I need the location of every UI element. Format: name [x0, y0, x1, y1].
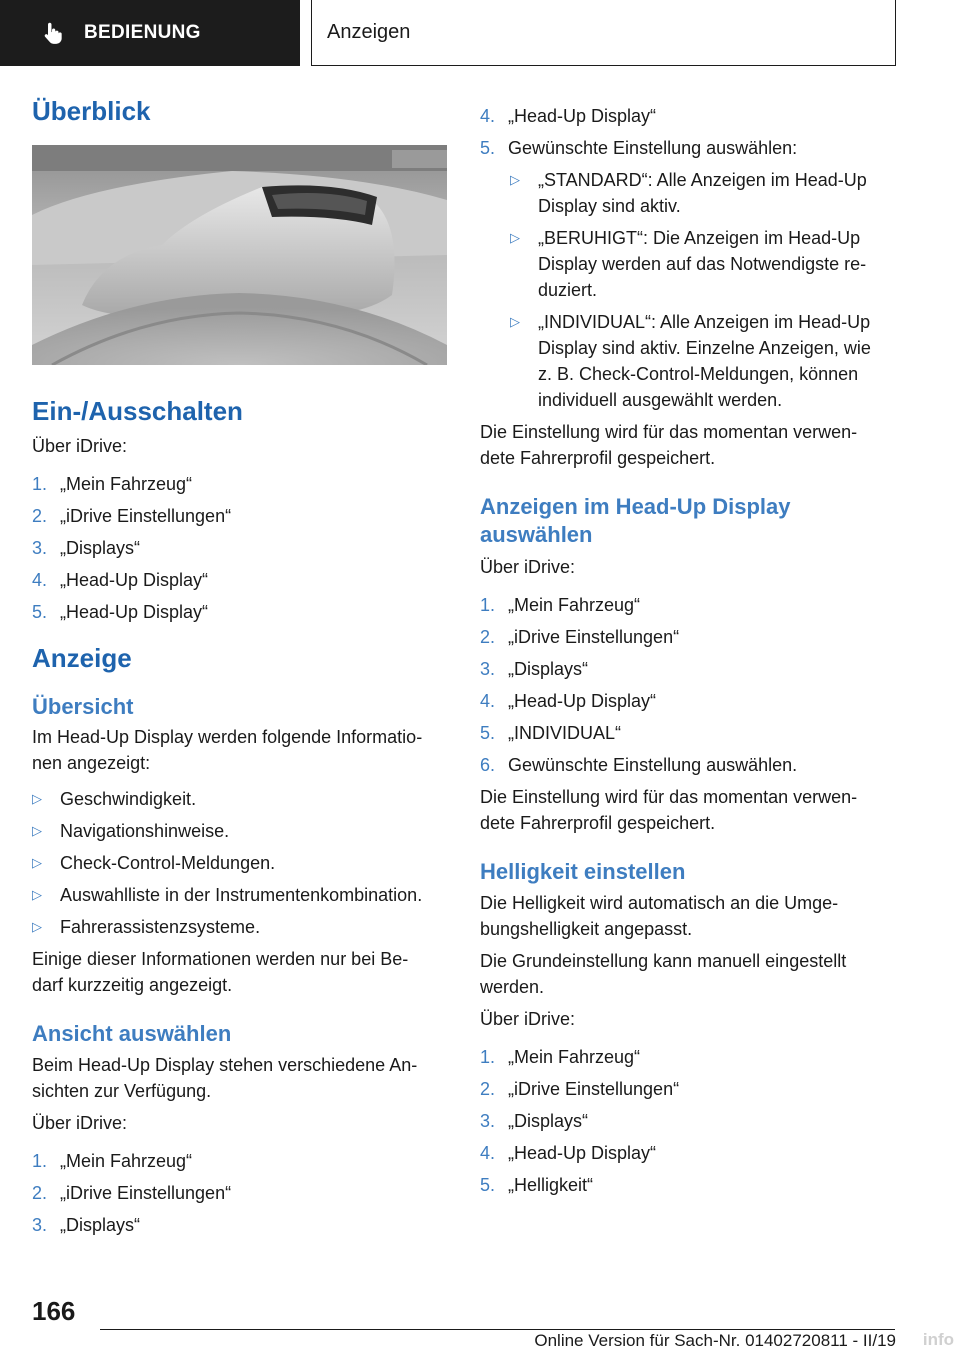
view-options-list [480, 167, 900, 413]
list-item: 2. „iDrive Einstellungen“ [480, 627, 680, 647]
list-item: 3. „Displays“ [32, 1214, 141, 1235]
overview-title: Überblick [32, 96, 151, 126]
triangle-bullet-icon: ▷ [32, 855, 42, 871]
list-item: 4. „Head-Up Display“ [480, 1142, 657, 1163]
page-number: 166 [32, 1296, 76, 1326]
list-item: 5. Gewünschte Einstellung auswählen: [480, 138, 798, 158]
onoff-title: Ein-/Ausschalten [32, 396, 243, 427]
summary-note: Einige dieser Informationen werden nur bei Be- darf kurzzeitig angezeigt. [32, 949, 409, 996]
list-item: 5. „INDIVIDUAL“ [480, 723, 622, 743]
summary-list [32, 786, 450, 940]
list-item: ▷ „INDIVIDUAL“: Alle Anzeigen im Head-Up Display sind aktiv. Einzelne Anzeigen, wie z. B. Check-Control-Meldungen, können individuell ausgewählt werden. [510, 309, 900, 413]
list-item: 2. „iDrive Einstellungen“ [32, 506, 232, 527]
triangle-bullet-icon: ▷ [32, 887, 42, 903]
brightness-intro: Über iDrive: [480, 1008, 576, 1029]
onoff-steps [32, 471, 450, 625]
list-item: 4. „Head-Up Display“ [480, 691, 657, 711]
list-item: ▷ Fahrerassistenzsysteme. [32, 914, 450, 940]
summary-title: Übersicht [32, 693, 134, 719]
select-steps [480, 592, 900, 778]
list-item: ▷ „STANDARD“: Alle Anzeigen im Head-Up Display sind aktiv. [510, 167, 900, 219]
triangle-bullet-icon: ▷ [32, 919, 42, 935]
select-saved-note: Die Einstellung wird für das momentan verwen- dete Fahrerprofil gespeichert. [480, 787, 858, 833]
brightness-title: Helligkeit einstellen [480, 859, 686, 884]
list-item: 1. „Mein Fahrzeug“ [480, 595, 641, 615]
hand-pointer-icon [40, 20, 66, 46]
summary-text: Im Head-Up Display werden folgende Informatio- nen angezeigt: [32, 727, 423, 774]
page-header [0, 0, 960, 66]
list-item: 5. „Helligkeit“ [480, 1174, 594, 1195]
select-intro: Über iDrive: [480, 557, 576, 577]
right-column [480, 103, 900, 1204]
footer-version-text: Online Version für Sach-Nr. 01402720811 - II/19 [534, 1331, 896, 1350]
chapter-box [311, 0, 896, 66]
list-item: ▷ Geschwindigkeit. [32, 786, 450, 812]
list-item: 4. „Head-Up Display“ [480, 106, 657, 126]
section-tab [0, 0, 300, 66]
view-steps-continued [480, 103, 900, 161]
list-item: 3. „Displays“ [480, 659, 589, 679]
list-item: 5. „Head-Up Display“ [32, 602, 209, 623]
list-item: ▷ Navigationshinweise. [32, 818, 450, 844]
select-title: Anzeigen im Head-Up Display auswählen [480, 494, 791, 547]
brightness-steps [480, 1044, 900, 1198]
list-item: 1. „Mein Fahrzeug“ [480, 1046, 641, 1067]
onoff-intro: Über iDrive: [32, 436, 128, 457]
triangle-bullet-icon: ▷ [32, 791, 42, 807]
list-item: ▷ Auswahlliste in der Instrumentenkombination. [32, 882, 450, 908]
list-item: 3. „Displays“ [480, 1110, 589, 1131]
watermark: info [922, 1330, 954, 1349]
view-title: Ansicht auswählen [32, 1021, 232, 1047]
left-column [32, 96, 450, 1244]
list-item: ▷ Check-Control-Meldungen. [32, 850, 450, 876]
section-label: BEDIENUNG [84, 22, 201, 43]
list-item: 6. Gewünschte Einstellung auswählen. [480, 755, 798, 775]
view-intro: Über iDrive: [32, 1112, 128, 1133]
list-item: 4. „Head-Up Display“ [32, 570, 209, 591]
view-text: Beim Head-Up Display stehen verschiedene An- sichten zur Verfügung. [32, 1054, 418, 1101]
triangle-bullet-icon: ▷ [32, 823, 42, 839]
list-item: ▷ „BERUHIGT“: Die Anzeigen im Head-Up Display werden auf das Notwendigste re- duziert. [510, 225, 900, 303]
triangle-bullet-icon: ▷ [510, 172, 520, 187]
display-title: Anzeige [32, 643, 132, 674]
list-item: 1. „Mein Fahrzeug“ [32, 474, 193, 495]
list-item: 2. „iDrive Einstellungen“ [32, 1182, 232, 1203]
list-item: 3. „Displays“ [32, 538, 141, 559]
list-item: 2. „iDrive Einstellungen“ [480, 1078, 680, 1099]
chapter-label: Anzeigen [327, 21, 411, 43]
view-steps [32, 1148, 450, 1238]
triangle-bullet-icon: ▷ [510, 314, 520, 329]
footer-divider [100, 1329, 895, 1330]
triangle-bullet-icon: ▷ [510, 230, 520, 245]
head-up-display-photo [32, 145, 447, 365]
brightness-text: Die Helligkeit wird automatisch an die Umge- bungshelligkeit angepasst. [480, 892, 839, 939]
list-item: 1. „Mein Fahrzeug“ [32, 1150, 193, 1171]
brightness-manual-text: Die Grundeinstellung kann manuell eingestellt werden. [480, 950, 847, 997]
view-saved-note: Die Einstellung wird für das momentan verwen- dete Fahrerprofil gespeichert. [480, 422, 858, 468]
